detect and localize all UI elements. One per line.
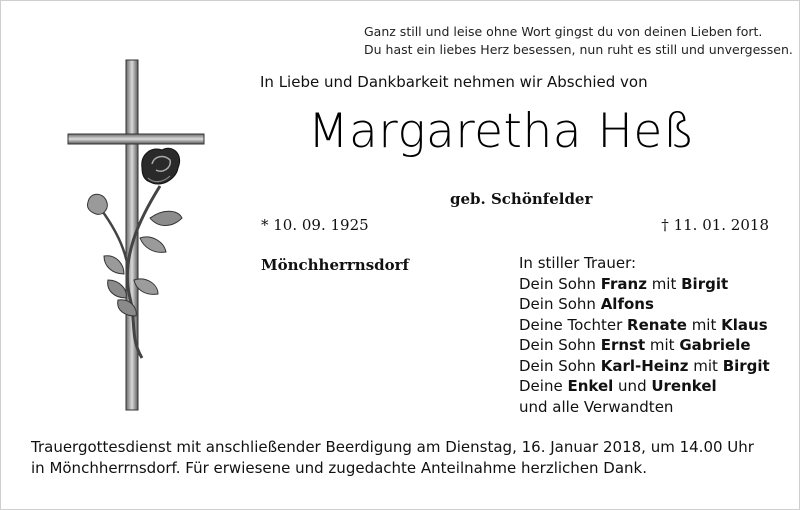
deceased-name: Margaretha Heß <box>308 104 696 159</box>
mourner-line: Deine Enkel und Urenkel <box>519 377 717 395</box>
mourners-closing: und alle Verwandten <box>519 397 674 416</box>
mourner-line: Deine Tochter Renate mit Klaus <box>519 315 768 334</box>
mourners-heading: In stiller Trauer: <box>519 254 637 272</box>
poem-line-2: Du hast ein liebes Herz besessen, nun ruht es still und unvergessen. <box>364 42 793 57</box>
mourner-line: Dein Sohn Ernst mit Gabriele <box>519 336 751 354</box>
mourners-list <box>519 253 770 417</box>
place-name: Mönchherrnsdorf <box>261 256 410 274</box>
cross-with-rose-icon <box>60 58 220 414</box>
maiden-name: geb. Schönfelder <box>450 190 593 208</box>
service-line-2: in Mönchherrnsdorf. Für erwiesene und zugedachte Anteilnahme herzlichen Dank. <box>31 459 648 477</box>
death-date: † 11. 01. 2018 <box>661 216 769 234</box>
poem-line-1: Ganz still und leise ohne Wort gingst du von deinen Lieben fort. <box>364 24 763 39</box>
service-announcement <box>31 437 754 479</box>
mourner-line: Dein Sohn Franz mit Birgit <box>519 274 729 293</box>
memorial-poem <box>364 23 793 59</box>
birth-date: * 10. 09. 1925 <box>261 216 369 234</box>
mourner-line: Dein Sohn Alfons <box>519 295 654 313</box>
intro-text: In Liebe und Dankbarkeit nehmen wir Abschied von <box>260 73 648 91</box>
mourner-line: Dein Sohn Karl-Heinz mit Birgit <box>519 356 770 375</box>
service-line-1: Trauergottesdienst mit anschließender Beerdigung am Dienstag, 16. Januar 2018, um 14.00 Uhr <box>31 438 754 456</box>
